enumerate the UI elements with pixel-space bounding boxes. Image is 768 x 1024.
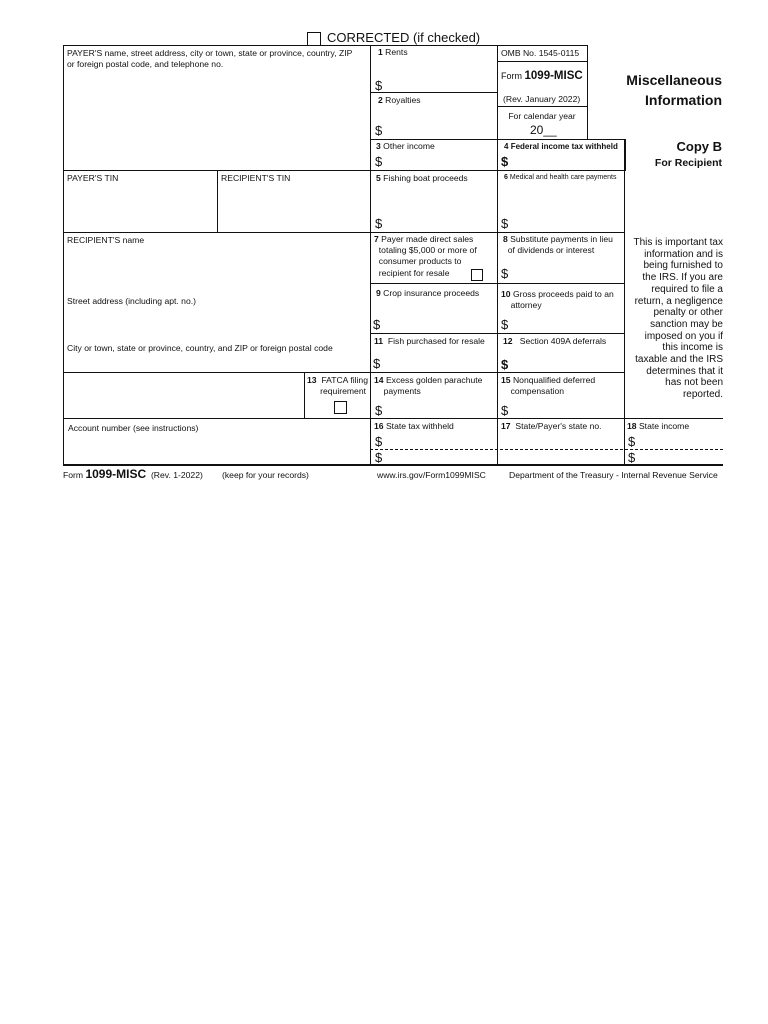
box2-dollar: $: [375, 123, 383, 138]
payer-name-field[interactable]: [64, 72, 369, 169]
recipient-name-label: RECIPIENT'S name: [67, 235, 145, 245]
fatca-label-1: FATCA filing: [321, 375, 368, 385]
box9-label: 9 Crop insurance proceeds: [376, 288, 480, 298]
copy-b-title: Copy B: [676, 139, 722, 154]
box10-dollar: $: [501, 317, 509, 332]
box11-fish-purchased-field[interactable]: [384, 354, 496, 371]
box16-state-tax-field-2[interactable]: [386, 450, 496, 463]
omb-number: OMB No. 1545-0115: [501, 48, 580, 58]
copy-b-subtitle: For Recipient: [654, 157, 722, 169]
corrected-label: CORRECTED (if checked): [327, 30, 481, 45]
calendar-year-field[interactable]: 20__: [530, 123, 557, 137]
form-title-line2: Information: [645, 92, 722, 108]
box12-dollar: $: [501, 357, 509, 372]
box10-gross-proceeds-field[interactable]: [512, 315, 622, 332]
box3-dollar: $: [375, 154, 383, 169]
account-number-label: Account number (see instructions): [68, 423, 199, 433]
payer-name-label: PAYER'S name, street address, city or town, state or province, country, ZIP: [67, 48, 353, 58]
account-number-field[interactable]: [64, 436, 369, 463]
form-title-line1: Miscellaneous: [626, 72, 722, 88]
box5-dollar: $: [375, 216, 383, 231]
box3-label: 3 Other income: [376, 141, 435, 151]
box11-dollar: $: [373, 356, 381, 371]
box10-label: 10 Gross proceeds paid to an attorney: [501, 289, 614, 310]
box2-label: 2 Royalties: [378, 95, 421, 105]
fatca-checkbox[interactable]: [334, 401, 347, 414]
calendar-year-label: For calendar year: [508, 111, 576, 121]
box9-crop-insurance-field[interactable]: [384, 315, 496, 332]
payer-name-label-2: or foreign postal code, and telephone no.: [67, 59, 224, 69]
box1-dollar: $: [375, 78, 383, 93]
box9-dollar: $: [373, 317, 381, 332]
city-label: City or town, state or province, country, and ZIP or foreign postal code: [67, 343, 333, 353]
box11-label: 11 Fish purchased for resale: [374, 336, 485, 346]
payer-tin-label: PAYER'S TIN: [67, 173, 119, 183]
omb-form-name: Form 1099-MISC: [501, 70, 583, 82]
city-field[interactable]: [64, 355, 369, 371]
box17-state-no-field-1[interactable]: [499, 433, 623, 448]
box6-medical-field[interactable]: [512, 214, 622, 231]
box8-dollar: $: [501, 266, 509, 281]
box8-substitute-field[interactable]: [512, 264, 622, 282]
box14-label: 14 Excess golden parachute payments: [374, 375, 483, 396]
box14-golden-parachute-field[interactable]: [386, 400, 496, 417]
box18-state-income-field-2[interactable]: [639, 450, 723, 463]
box16-state-tax-field-1[interactable]: [386, 433, 496, 448]
recipient-tin-field[interactable]: [218, 186, 369, 231]
box14-dollar: $: [375, 403, 383, 418]
box17-state-no-field-2[interactable]: [499, 450, 623, 463]
footer-keep: (keep for your records): [222, 470, 309, 480]
box18-state-income-field-1[interactable]: [639, 433, 723, 448]
box15-nonqualified-field[interactable]: [512, 400, 622, 417]
omb-rev: (Rev. January 2022): [503, 94, 581, 104]
box18-dollar-2: $: [628, 450, 636, 465]
fatca-label-2: requirement: [320, 386, 366, 396]
box15-dollar: $: [501, 403, 509, 418]
copy-b-notice: This is important tax information and is being furnished to the IRS. If you are required to file a return, a negligence penalty or other sanction may be imposed on you if this income is taxable and the IRS determines that it has not been reported.: [633, 237, 723, 401]
box15-label: 15 Nonqualified deferred compensation: [501, 375, 596, 396]
box4-dollar: $: [501, 154, 509, 169]
fatca-num: 13: [307, 375, 317, 385]
street-address-field[interactable]: [64, 308, 369, 340]
box16-dollar-2: $: [375, 450, 383, 465]
recipient-name-field[interactable]: [64, 247, 369, 292]
box16-dollar-1: $: [375, 434, 383, 449]
footer-url[interactable]: www.irs.gov/Form1099MISC: [377, 470, 486, 480]
box3-other-income-field[interactable]: [386, 153, 496, 169]
box6-dollar: $: [501, 216, 509, 231]
box17-label: 17 State/Payer's state no.: [501, 421, 602, 431]
box12-409a-field[interactable]: [512, 354, 622, 371]
box12-label: 12 Section 409A deferrals: [503, 336, 607, 346]
footer-form-name: Form 1099-MISC (Rev. 1-2022): [63, 467, 203, 481]
box7-label: 7 Payer made direct sales totaling $5,000 or more of consumer products to recipient for resale: [374, 234, 477, 278]
recipient-tin-label: RECIPIENT'S TIN: [221, 173, 291, 183]
corrected-checkbox[interactable]: [307, 32, 321, 46]
street-address-label: Street address (including apt. no.): [67, 296, 196, 306]
box1-label: 1 Rents: [378, 47, 408, 57]
payer-tin-field[interactable]: [64, 186, 216, 231]
box1-rents-field[interactable]: [386, 76, 496, 91]
box4-label: 4 Federal income tax withheld: [504, 142, 618, 151]
box18-dollar-1: $: [628, 434, 636, 449]
box18-label: 18 State income: [627, 421, 690, 431]
box5-label: 5 Fishing boat proceeds: [376, 173, 468, 183]
footer-dept: Department of the Treasury - Internal Revenue Service: [509, 470, 718, 480]
box16-label: 16 State tax withheld: [374, 421, 454, 431]
box2-royalties-field[interactable]: [386, 122, 496, 138]
box8-label: 8 Substitute payments in lieu of dividends or interest: [503, 234, 613, 255]
box7-checkbox[interactable]: [471, 269, 483, 281]
box4-federal-tax-field[interactable]: [512, 153, 622, 168]
box6-label: 6 Medical and health care payments: [504, 174, 617, 181]
box5-fishing-boat-field[interactable]: [386, 214, 496, 231]
